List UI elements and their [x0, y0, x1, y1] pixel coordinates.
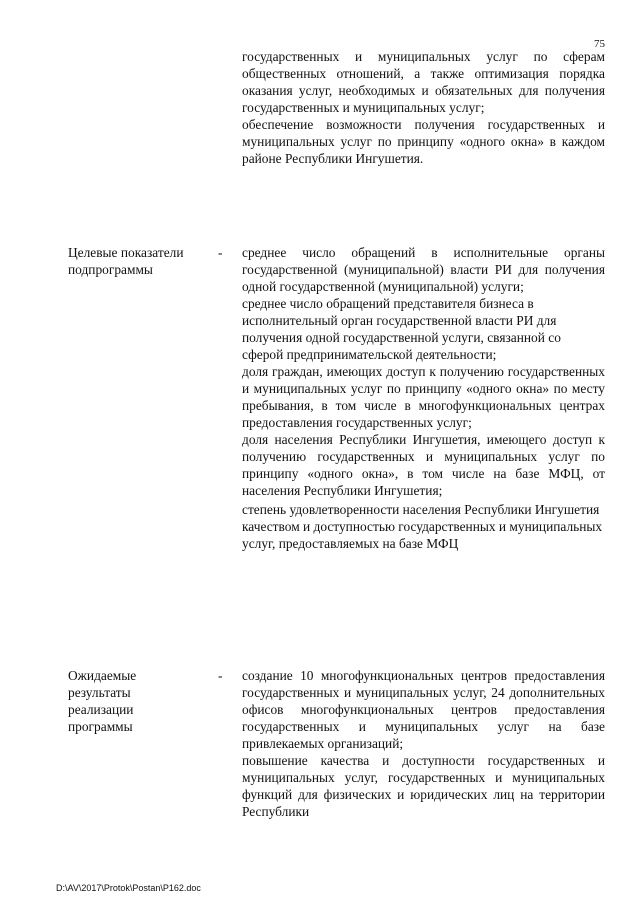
- paragraph: обеспечение возможности получения государственных и муниципальных услуг по принципу «одного окна» в каждом районе Республики Ингушетия.: [242, 117, 605, 166]
- paragraph: создание 10 многофункциональных центров предоставления государственных и муниципальных услуг, 24 дополнительных офисов многофункциональных центров предоставления государственных и муниципальных услуг на базе привлекаемых организаций;: [242, 668, 605, 751]
- paragraph: степень удовлетворенности населения Республики Ингушетия качеством и доступностью государственных и муниципальных услуг, предоставляемых на базе МФЦ: [242, 502, 603, 551]
- label-dash: -: [218, 245, 223, 260]
- paragraph: среднее число обращений в исполнительные органы государственной (муниципальной) власти РИ для получения одной государственной (муниципальной) услуги;: [242, 245, 605, 294]
- paragraph: среднее число обращений представителя бизнеса в исполнительный орган государственной власти РИ для получения одной государственной услуги, связанной со сферой предпринимательской деятельности;: [242, 296, 561, 362]
- paragraph: государственных и муниципальных услуг по сферам общественных отношений, а также оптимизация порядка оказания услуг, необходимых и обязательных для получения государственных и муниципальных услуг;: [242, 49, 605, 115]
- label-dash: -: [218, 668, 223, 683]
- section-label-results: [68, 667, 188, 735]
- section-content-indicators: [242, 244, 605, 552]
- paragraph: повышение качества и доступности государственных и муниципальных услуг, государственных и муниципальных функций для физических и юридических лиц на территории Республики: [242, 753, 605, 819]
- paragraph: доля граждан, имеющих доступ к получению государственных и муниципальных услуг по принципу «одного окна» по месту пребывания, в том числе в многофункциональных центрах предоставления государственных услуг;: [242, 364, 605, 430]
- label-text: Ожидаемые результаты реализации программы: [68, 668, 137, 734]
- footer-file-path: D:\AV\2017\Protok\Postan\P162.doc: [56, 883, 201, 893]
- page-number: 75: [594, 38, 605, 50]
- paragraph: доля населения Республики Ингушетия, имеющего доступ к получению государственных и муниципальных услуг по принципу «одного окна», в том числе на базе МФЦ, от населения Республики Ингушетия;: [242, 432, 605, 498]
- section-content-results: [242, 667, 605, 820]
- section-label-indicators: [68, 244, 208, 278]
- continuation-text: [242, 48, 605, 167]
- label-text: Целевые показатели подпрограммы: [68, 245, 184, 277]
